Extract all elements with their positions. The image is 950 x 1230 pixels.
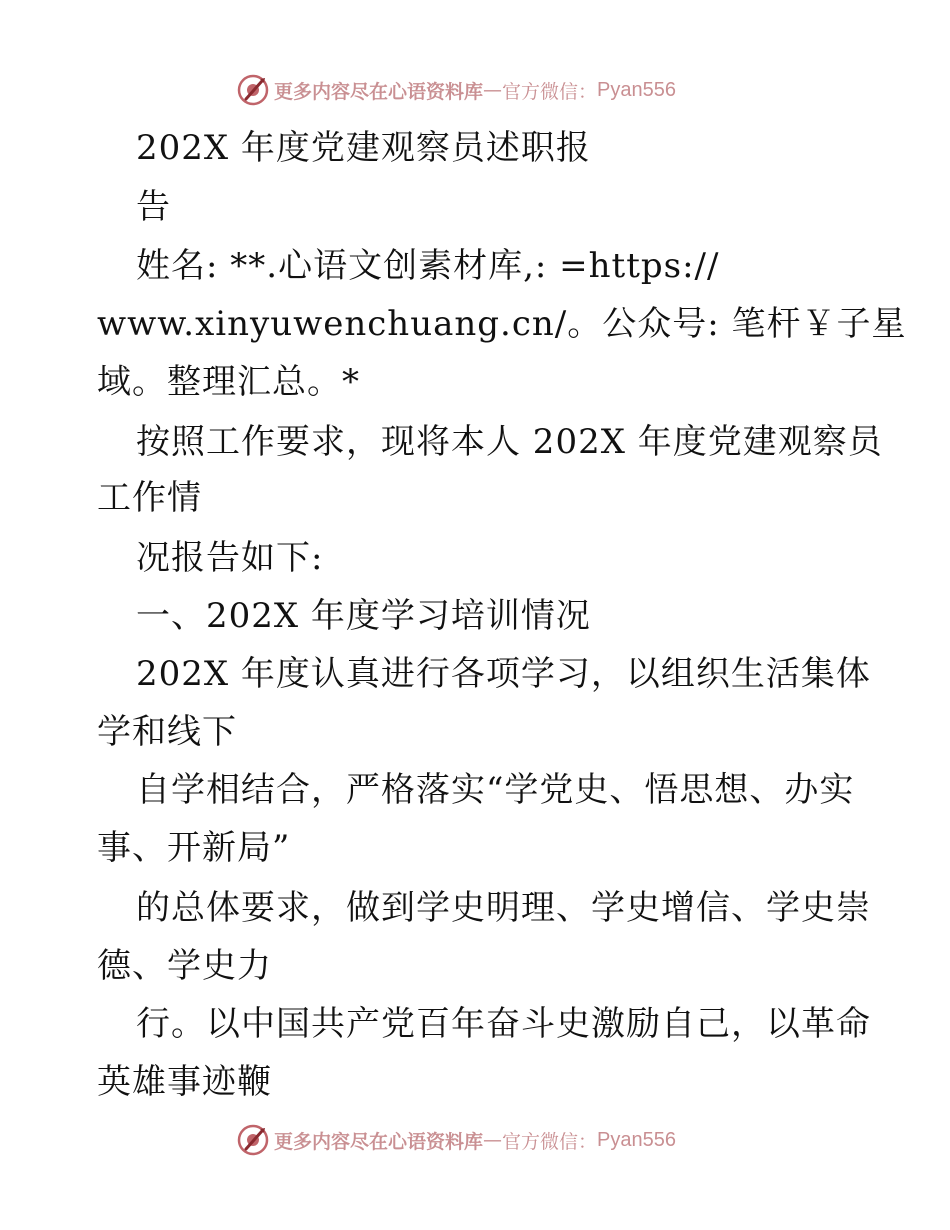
paragraph-line: 工作情	[97, 478, 202, 518]
watermark-wechat-label: 官方微信：	[502, 1130, 598, 1153]
brand-logo-icon	[236, 1123, 270, 1157]
footer-watermark	[236, 1122, 676, 1158]
paragraph-line: 自学相结合，严格落实“学党史、悟思想、办实	[136, 770, 855, 810]
watermark-main-text: 更多内容尽在心语资料库	[274, 1130, 484, 1153]
watermark-wechat-id: Pyan556	[597, 1128, 676, 1151]
paragraph-line: 英雄事迹鞭	[97, 1062, 272, 1102]
author-line-end: 域。整理汇总。*	[97, 362, 360, 402]
paragraph-line: 的总体要求，做到学史明理、学史增信、学史崇	[136, 888, 871, 928]
author-line-continued: www.xinyuwenchuang.cn/。公众号: 笔杆￥子星	[97, 304, 907, 344]
paragraph-line: 德、学史力	[97, 946, 272, 986]
watermark-main-text: 更多内容尽在心语资料库	[274, 80, 484, 103]
document-title-line-1: 202X 年度党建观察员述职报	[136, 128, 591, 168]
paragraph-line: 学和线下	[97, 712, 237, 752]
watermark-separator: —	[483, 1129, 503, 1151]
watermark-wechat-id: Pyan556	[597, 78, 676, 101]
paragraph-line: 事、开新局”	[97, 828, 291, 868]
section-heading: 一、202X 年度学习培训情况	[136, 596, 591, 636]
header-watermark	[236, 72, 676, 108]
brand-logo-icon	[236, 73, 270, 107]
paragraph-line: 行。以中国共产党百年奋斗史激励自己，以革命	[136, 1004, 871, 1044]
paragraph-line: 202X 年度认真进行各项学习，以组织生活集体	[136, 654, 871, 694]
watermark-separator: —	[483, 79, 503, 101]
paragraph-line: 况报告如下:	[136, 538, 324, 578]
watermark-wechat-label: 官方微信：	[502, 80, 598, 103]
author-line: 姓名: **.心语文创素材库,: =https://	[136, 246, 720, 286]
document-title-line-2: 告	[136, 187, 171, 227]
paragraph-line: 按照工作要求，现将本人 202X 年度党建观察员	[136, 422, 883, 462]
